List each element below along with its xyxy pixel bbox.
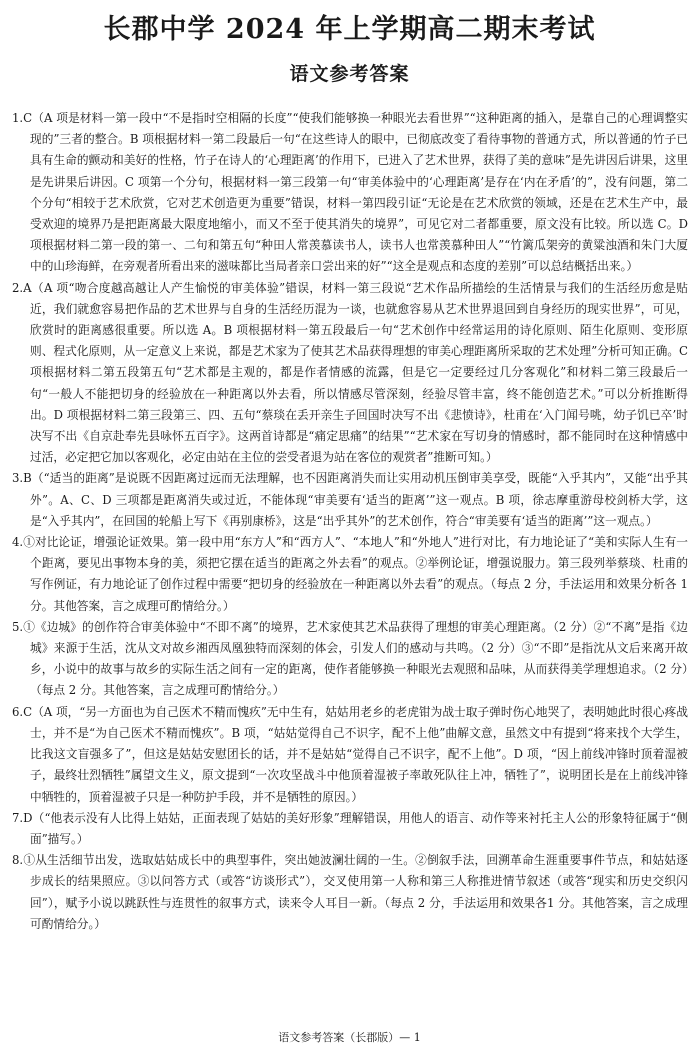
- answer-number: 2.: [12, 280, 24, 295]
- answer-text: ①《边城》的创作符合审美体验中“不即不离”的境界，艺术家使其艺术品获得了理想的审美心理距离。（2 分）②“不离”是指《边城》来源于生活，沈从文对故乡湘西凤凰独特而深刻的体会，引发人们的感动与共鸣。（2 分）③“不即”是指沈从文后来离开故乡，小说中的故事与故乡的实际生活之间有一定的距离，使作者能够换一种眼光去观照和品味，从而获得美学理想追求。（2 分）（每点 2 分。其他答案，言之成理可酌情给分。）: [23, 619, 688, 698]
- exam-title: 长郡中学 2024 年上学期高二期末考试: [103, 14, 596, 45]
- answer-number: 4.: [12, 535, 24, 550]
- answer-text: D（“他表示没有人比得上姑姑，正面表现了姑姑的美好形象”理解错误，用他人的语言、动作等来衬托主人公的形象特征属于“侧面”描写。）: [23, 810, 688, 846]
- answer-item-7: [12, 808, 688, 850]
- answer-number: 7.: [12, 810, 24, 825]
- answer-item-3: [12, 468, 688, 532]
- answer-item-1: [12, 108, 688, 278]
- answers-list: [12, 108, 688, 935]
- answer-item-8: [12, 850, 688, 935]
- answer-item-4: [12, 532, 688, 617]
- answer-text: ①从生活细节出发，选取姑姑成长中的典型事件，突出她波澜壮阔的一生。②倒叙手法，回溯革命生涯重要事件节点，和姑姑逐步成长的结果照应。③以问答方式（或答“访谈形式”），交叉使用第一人称和第三人称推进情节叙述（或答“现实和历史交织闪回”），赋予小说以跳跃性与连贯性的叙事方式，读来令人耳目一新。（每点 2 分，手法运用和效果各1 分。其他答案，言之成理可酌情给分。）: [23, 853, 688, 931]
- answer-number: 3.: [12, 471, 24, 486]
- answer-text: B（“适当的距离”是说既不因距离过远而无法理解，也不因距离消失而让实用动机压倒审美享受，既能“入乎其内”，又能“出乎其外”。A、C、D 三项都是距离消失或过近，不能体现“审美要有‘适当的距离’”这一观点。B 项，徐志摩重游母校剑桥大学，这是“入乎其内”，在回国的轮船上写下《再别康桥》，这是“出乎其外”的艺术创作，符合“审美要有‘适当的距离’”这一观点。）: [23, 471, 688, 528]
- answer-text: A（A 项“吻合度越高越让人产生愉悦的审美体验”错误，材料一第三段说“艺术作品所描绘的生活情景与我们的生活经历愈是贴近，我们就愈容易把作品的艺术世界与自身的生活经历混为一谈，也就愈容易从艺术世界退回到自身经历的现实世界”，可见，欣赏时的距离感很重要。所以选 A。B 项根据材料一第五段最后一句“艺术创作中经常运用的诗化原则、陌生化原则、变形原则、程式化原则，从一定意义上来说，都是艺术家为了使其艺术品获得理想的审美心理距离所采取的艺术处理”分析可知正确。C 项根据材料二第五段第五句“艺术都是主观的，都是作者情感的流露，但是它一定要经过几分客观化”和材料二第三段最后一句“一般人不能把切身的经验放在一种距离以外去看，所以情感尽管深刻，经验尽管丰富，终不能创造艺术。”可以分析推断得出。D 项根据材料二第三段第三、四、五句“蔡琰在丢开亲生子回国时决写不出《悲愤诗》，杜甫在‘入门闻号咷，幼子饥已卒’时决写不出《自京赴奉先县咏怀五百字》。这两首诗都是“痛定思痛”的结果”“艺术家在写切身的情感时，都不能同时在这种情感中过活，必定把它加以客观化，必定由站在主位的尝受者退为站在客位的观赏者”推断可知。）: [23, 280, 688, 465]
- answer-text: C（A 项是材料一第一段中“不是指时空相隔的长度”“使我们能够换一种眼光去看世界”“这种距离的插入，是靠自己的心理调整实现的”三者的整合。B 项根据材料一第二段最后一句“在这些诗人的眼中，已彻底改变了看待事物的普通方式，所以普通的竹子已具有生命的颤动和美好的性格，竹子在诗人的‘心理距离’的作用下，已进入了艺术世界，获得了美的意味”是先讲因后讲果，这里是先讲果后讲因。C 项第一个分句，根据材料一第三段第一句“审美体验中的‘心理距离’是存在‘内在矛盾’的”，没有问题，第二个分句“相较于艺术欣赏，它对艺术创造更为重要”错误，材料一第四段引证“无论是在艺术欣赏的领域，还是在艺术生产中，最受欢迎的境界乃是把距离最大限度地缩小，而又不至于使其消失的境界”，可见它对二者都重要，原文没有比较。所以选 C。D 项根据材料二第一段的第一、二句和第五句“种田人常羡慕读书人，读书人也常羡慕种田人”“竹篱瓜架旁的黄粱浊酒和朱门大厦中的山珍海鲜，在旁观者所看出来的滋味都比当局者亲口尝出来的好”“这全是观点和态度的差别”可以总结概括出来。）: [23, 111, 688, 274]
- page-footer: 语文参考答案（长郡版）— 1: [278, 1031, 421, 1044]
- answer-number: 1.: [12, 111, 24, 125]
- answer-number: 6.: [12, 704, 24, 719]
- answer-text: ①对比论证，增强论证效果。第一段中用“东方人”和“西方人”、“本地人”和“外地人”进行对比，有力地论证了“美和实际人生有一个距离，要见出事物本身的美，须把它摆在适当的距离之外去看”的观点。②举例论证，增强说服力。第三段列举蔡琰、杜甫的写作例证，有力地论证了创作过程中需要“把切身的经验放在一种距离以外去看”的观点。（每点 2 分，手法运用和效果分析各 1 分。其他答案，言之成理可酌情给分。）: [23, 535, 688, 613]
- answer-number: 5.: [12, 619, 24, 634]
- answer-item-5: [12, 617, 688, 702]
- answer-number: 8.: [12, 853, 24, 868]
- answer-text: C（A 项，“另一方面也为自己医术不精而愧疚”无中生有，姑姑用老乡的老虎钳为战士取子弹时伤心地哭了，表明她此时很心疼战士，并不是“为自己医术不精而愧疚”。B 项，“姑姑觉得自己不识字，配不上他”曲解文意，虽然文中有提到“将来找个大学生，比我这文盲强多了”，但这是姑姑安慰团长的话，并不是姑姑“觉得自己不识字，配不上他”。D 项，“因上前线冲锋时顶着湿被子，最终壮烈牺牲”属望文生义，原文提到“一次攻坚战斗中他顶着湿被子率敢死队往上冲，牺牲了”，说明团长是在上前线冲锋中牺牲的，顶着湿被子只是一种防护手段，并不是牺牲的原因。）: [23, 704, 688, 804]
- answer-item-2: [12, 278, 688, 469]
- answer-item-6: [12, 702, 688, 808]
- answer-key-heading: 语文参考答案: [289, 63, 410, 85]
